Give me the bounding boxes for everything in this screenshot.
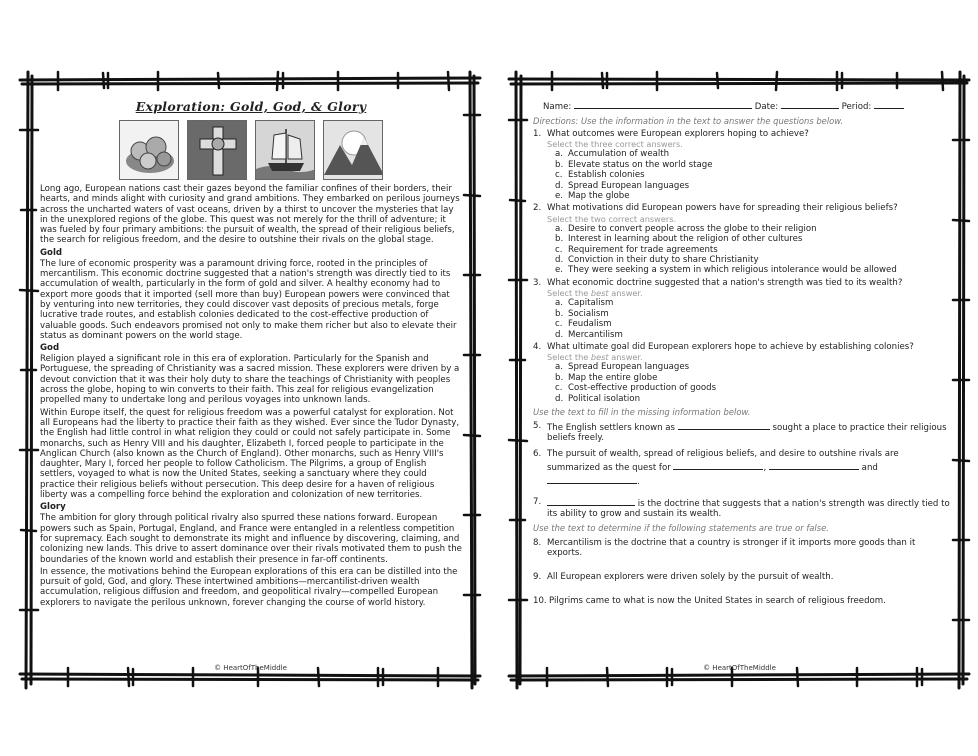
option-letter: c. (555, 319, 563, 330)
conclusion-paragraph: In essence, the motivations behind the European explorations of this era can be distilled into the pursuit of gold, God, and glory. These intertwined ambitions—mercantilist-driven wealth accumulation, religious diffusion and freedom, and geopolitical rivalry—compelled European explorers to navigate the perilous unknown, forever changing the course of world history. (40, 566, 458, 608)
option-text: Capitalism (568, 298, 614, 309)
question-text: What motivations did European powers have for spreading their religious beliefs? (547, 203, 898, 214)
mountains-image (323, 120, 383, 180)
option-letter: e. (555, 191, 564, 202)
option-letter: a. (555, 223, 563, 234)
question-number: 3. (533, 277, 542, 288)
option-letter: c. (555, 383, 563, 394)
end-mark: . (637, 476, 640, 487)
multiple-choice-section (533, 129, 953, 404)
option-letter: b. (555, 308, 564, 319)
question-1 (533, 129, 953, 201)
god-paragraph-2: Within Europe itself, the quest for religious freedom was a powerful catalyst for exploration. Not all Europeans had the liberty to practice their faith as they wished. Ever since the Tudor Dynasty, the English had little control in what religion they could or could not safely participate in. Some monarchs, such as Henry VIII and his daughter, Elizabeth I, forced people to participate in the Anglican Church (also known as the Church of England). Other monarchs, such as Henry VIII's daughter, Mary I, forced her people to follow Catholicism. The Pilgrims, a group of English settlers, voyaged to what is now the United States, seeking a sanctuary where they could practice their religious beliefs without persecution. This deep desire for a haven of religious liberty was a compelling force behind the exploration and colonization of new territories. (40, 407, 460, 501)
section-heading-glory: Glory (40, 502, 66, 513)
question-text: and (861, 462, 878, 473)
question-text: What economic doctrine suggested that a nation's strength was tied to its wealth? (547, 277, 903, 288)
worksheet-content (533, 100, 953, 616)
option-letter: a. (555, 362, 563, 373)
question-number: 6. (533, 448, 542, 459)
answer-option[interactable] (555, 170, 953, 180)
option-text: Feudalism (568, 319, 612, 330)
instruction-text: Select the two correct answers. (547, 213, 677, 224)
answer-blank[interactable] (547, 475, 637, 484)
section-heading-god: God (40, 343, 60, 354)
option-text: Political isolation (568, 393, 641, 404)
option-letter: c. (555, 170, 563, 181)
option-letter: d. (555, 255, 564, 266)
answer-option[interactable] (555, 181, 953, 191)
question-5 (533, 421, 953, 444)
answer-option[interactable] (555, 383, 953, 393)
option-letter: a. (555, 149, 563, 160)
option-text: Accumulation of wealth (568, 149, 670, 160)
question-10 (533, 596, 953, 616)
option-letter: b. (555, 372, 564, 383)
option-text: They were seeking a system in which religious intolerance would be allowed (568, 265, 897, 276)
answer-option[interactable] (555, 245, 953, 255)
true-false-section (533, 538, 953, 616)
instruction-text: Select the three correct answers. (547, 139, 683, 150)
question-text: sought a place to practice their religious beliefs freely. (547, 422, 947, 444)
ship-image (255, 120, 315, 180)
question-row (533, 342, 953, 352)
answer-blank[interactable] (673, 461, 763, 470)
answer-option[interactable] (555, 319, 953, 329)
answer-option[interactable] (555, 265, 953, 275)
copyright-footer: © HeartOfTheMiddle (703, 664, 776, 672)
option-text: Spread European languages (568, 362, 690, 373)
question-number: 4. (533, 341, 542, 352)
option-text: Desire to convert people across the globe to their religion (568, 223, 817, 234)
option-letter: d. (555, 180, 564, 191)
instruction-text: answer. (608, 352, 643, 363)
question-2 (533, 203, 953, 275)
instruction-text: answer. (608, 288, 643, 299)
answer-option[interactable] (555, 362, 953, 372)
question-6 (533, 448, 953, 489)
statement-text: Mercantilism is the doctrine that a country is stronger if it imports more goods than it exports. (547, 537, 916, 558)
answer-instruction (547, 139, 953, 149)
image-row (40, 120, 462, 180)
option-text: Cost-effective production of goods (568, 383, 717, 394)
instruction-emphasis: best (590, 288, 609, 299)
option-text: Map the globe (568, 191, 630, 202)
option-letter: e. (555, 265, 564, 276)
question-text: What outcomes were European explorers hoping to achieve? (547, 129, 809, 139)
gold-paragraph: The lure of economic prosperity was a paramount driving force, rooted in the principles of mercantilism. This economic doctrine suggested that a nation's strength was directly tied to its accumulation of wealth, particularly in the form of gold and silver. A healthy economy had to export more goods that it imported (sell more than buy) European powers were convinced that by venturing into new territories, they could discover vast deposits of precious metals, forge lucrative trade routes, and establish colonies dedicated to the cost-effective production of valuable goods. Such endeavors promised not only to make them richer but also to elevate their status as dominant powers on the world stage. (40, 258, 457, 341)
question-4 (533, 342, 953, 404)
copyright-footer: © HeartOfTheMiddle (214, 664, 287, 672)
option-letter: d. (555, 329, 564, 340)
option-text: Map the entire globe (568, 372, 658, 383)
answer-option[interactable] (555, 255, 953, 265)
period-field[interactable] (874, 100, 904, 109)
name-field[interactable] (574, 100, 752, 109)
answer-option[interactable] (555, 234, 953, 244)
instruction-text: Select the (547, 352, 591, 363)
option-letter: c. (555, 244, 563, 255)
answer-instruction (547, 214, 953, 224)
name-label: Name: (543, 102, 572, 112)
worksheet-page (507, 70, 972, 690)
period-label: Period: (841, 102, 872, 112)
option-letter: a. (555, 298, 563, 309)
answer-option[interactable] (555, 298, 953, 308)
answer-blank[interactable] (678, 421, 770, 430)
question-3 (533, 278, 953, 340)
option-letter: b. (555, 159, 564, 170)
answer-option[interactable] (555, 309, 953, 319)
answer-option[interactable] (555, 149, 953, 159)
question-text: What ultimate goal did European explorers hope to achieve by establishing colonies? (547, 341, 914, 352)
question-number: 2. (533, 203, 542, 214)
question-row (533, 203, 953, 213)
answer-blank[interactable] (547, 497, 635, 506)
statement-text: Pilgrims came to what is now the United States in search of religious freedom. (549, 595, 886, 606)
question-text: is the doctrine that suggests that a nation's strength was directly tied to its ability to grow and sustain its wealth. (547, 498, 950, 520)
section-heading-gold: Gold (40, 247, 63, 258)
question-number: 1. (533, 129, 542, 139)
option-text: Spread European languages (568, 180, 690, 191)
question-text: The English settlers known as (547, 422, 676, 433)
separator: , (763, 462, 767, 473)
god-paragraph-1: Religion played a significant role in this era of exploration. Particularly for the Spanish and Portuguese, the spreading of Christianity was a sacred mission. These explorers were driven by a devout conviction that it was their holy duty to share the teachings of Christianity with peoples across the globe, hoping to win converts to their faith. This zeal for religious evangelization propelled many to undertake long and perilous voyages into unknown lands. (40, 354, 460, 406)
answer-instruction (547, 352, 953, 362)
option-text: Socialism (568, 308, 609, 319)
question-number: 9. (533, 571, 542, 582)
directions-text: Use the text to determine if the following statements are true or false. (533, 522, 829, 533)
answer-option[interactable] (555, 191, 953, 201)
option-letter: d. (555, 393, 564, 404)
instruction-emphasis: best (590, 352, 609, 363)
answer-option[interactable] (555, 330, 953, 340)
intro-paragraph: Long ago, European nations cast their gazes beyond the familiar confines of their borders, their hearts, and minds alight with curiosity and grand ambitions. They embarked on perilous journeys across the uncharted waters of vast oceans, driven by a thirst to uncover the mysteries that lay in the unexplored regions of the globe. This quest was not merely for the thrill of adventure; it was fueled by four primary ambitions: the pursuit of wealth, the spread of their religious beliefs, the search for religious freedom, and the desire to outshine their rivals on the global stage. (40, 184, 460, 246)
question-row (533, 278, 953, 288)
option-text: Mercantilism (568, 329, 623, 340)
question-8 (533, 538, 953, 568)
date-label: Date: (754, 102, 779, 112)
glory-paragraph: The ambition for glory through political rivalry also spurred these nations forward. European powers such as Spain, Portugal, England, and France were entangled in a relentless competition for supremacy. Each sought to demonstrate its might and influence by discovering, claiming, and colonizing new lands. This drive to assert dominance over their rivals motivated them to push the boundaries of the known world and establish their presence in far-off continents. (40, 513, 462, 565)
question-number: 10. (533, 595, 547, 606)
option-text: Conviction in their duty to share Christianity (568, 255, 759, 266)
answer-option[interactable] (555, 373, 953, 383)
question-text: The pursuit of wealth, spread of religious beliefs, and desire to outshine rivals are summarized as the quest for (547, 448, 899, 473)
header-fields (543, 100, 953, 113)
directions-text: Directions: Use the information in the text to answer the questions below. (533, 116, 844, 126)
cross-image (187, 120, 247, 180)
reading-page (18, 70, 483, 690)
statement-text: All European explorers were driven solely by the pursuit of wealth. (547, 571, 834, 582)
question-9 (533, 572, 953, 592)
option-text: Requirement for trade agreements (568, 244, 718, 255)
question-row (533, 129, 953, 139)
answer-option[interactable] (555, 224, 953, 234)
question-number: 5. (533, 420, 542, 431)
answer-blank[interactable] (769, 461, 859, 470)
question-7 (533, 497, 953, 520)
gold-coins-image (119, 120, 179, 180)
answer-instruction (547, 288, 953, 298)
instruction-text: Select the (547, 288, 591, 299)
page-title: Exploration: Gold, God, & Glory (135, 99, 367, 114)
option-text: Interest in learning about the religion of other cultures (568, 234, 803, 245)
reading-content (40, 96, 462, 610)
answer-option[interactable] (555, 394, 953, 404)
option-text: Establish colonies (568, 170, 645, 181)
question-number: 8. (533, 537, 542, 548)
directions-text: Use the text to fill in the missing information below. (533, 406, 751, 417)
date-field[interactable] (781, 100, 839, 109)
option-text: Elevate status on the world stage (568, 159, 713, 170)
question-number: 7. (533, 496, 542, 507)
answer-option[interactable] (555, 160, 953, 170)
option-letter: b. (555, 234, 564, 245)
